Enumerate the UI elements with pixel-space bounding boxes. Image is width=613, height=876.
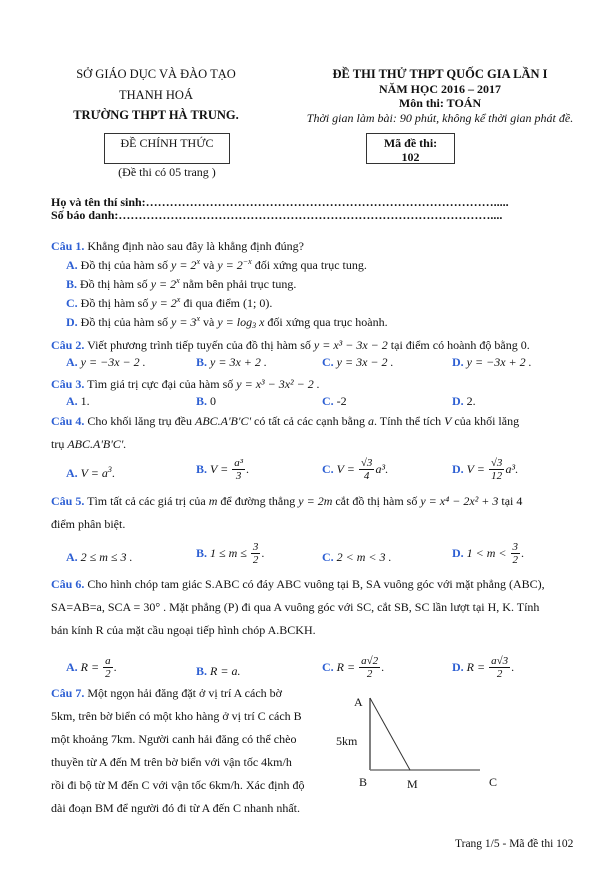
- q1-option-b[interactable]: [66, 277, 296, 292]
- option-label: D.: [452, 355, 464, 369]
- option-tail: .: [511, 659, 515, 674]
- numerator: 3: [512, 541, 519, 553]
- option-label: A.: [66, 355, 78, 369]
- question-text: trụ: [51, 437, 65, 451]
- option-text: Đồ thị của hàm số: [80, 315, 168, 329]
- q1-option-a[interactable]: [66, 258, 367, 273]
- denominator: 2: [105, 668, 111, 680]
- option-value: V = a: [80, 466, 108, 480]
- denominator: 4: [363, 470, 370, 482]
- q6-option-c[interactable]: [322, 656, 384, 680]
- math-expr: ABC.A'B'C'.: [67, 437, 127, 451]
- page-footer: Trang 1/5 - Mã đề thi 102: [455, 838, 574, 850]
- option-text: Đồ thị hàm số: [80, 277, 148, 291]
- option-label: C.: [66, 296, 78, 310]
- q5-option-a[interactable]: [66, 550, 133, 565]
- numerator: a√3: [491, 655, 509, 667]
- option-value: 1 < m <: [466, 545, 507, 560]
- question-text: điểm phân biệt.: [51, 517, 126, 531]
- question-number: Câu 1.: [51, 239, 85, 253]
- q6-option-a[interactable]: [66, 656, 117, 680]
- math-expr: y = log: [217, 315, 253, 329]
- fraction: [359, 458, 375, 482]
- option-tail: .: [385, 461, 389, 476]
- option-value: y = −3x + 2 .: [466, 355, 532, 369]
- fraction: [511, 542, 521, 566]
- question-text: . Tính thể tích: [373, 414, 442, 428]
- math-exponent: x: [176, 295, 181, 304]
- question-number: Câu 4.: [51, 414, 85, 428]
- option-value: y = −3x − 2 .: [80, 355, 146, 369]
- denominator: 2: [512, 554, 519, 566]
- candidate-id-field[interactable]: Số báo danh:…………………………………………………………………………………....: [51, 208, 503, 222]
- q2-option-c[interactable]: [322, 355, 394, 370]
- department-name: SỞ GIÁO DỤC VÀ ĐÀO TẠO: [76, 67, 236, 81]
- option-label: A.: [66, 394, 78, 408]
- numerator: √3: [490, 457, 503, 469]
- question-text: rồi đi bộ từ M đến C với vận tốc 6km/h. Xác định độ: [51, 778, 305, 792]
- denominator: 2: [252, 554, 259, 566]
- option-label: A.: [66, 258, 78, 272]
- question-4: [51, 410, 576, 456]
- math-exponent: x: [196, 314, 200, 323]
- denominator: 2: [366, 668, 373, 680]
- q2-option-b[interactable]: [196, 355, 267, 370]
- question-number: Câu 2.: [51, 338, 85, 352]
- question-text: Cho hình chóp tam giác S.ABC có đáy ABC vuông tại B, SA vuông góc với mặt phẳng (ABC),: [87, 577, 545, 591]
- denominator: 3: [235, 470, 242, 482]
- math-expr: y = 2m: [298, 494, 333, 508]
- label-B: B: [359, 775, 368, 789]
- official-exam-label: ĐỀ CHÍNH THỨC: [120, 136, 214, 150]
- option-label: B.: [196, 664, 208, 678]
- math-expr: ABC.A'B'C': [195, 414, 252, 428]
- question-text: bán kính R của mặt cầu ngoại tiếp hình chóp A.BCKH.: [51, 623, 316, 637]
- option-value: R =: [80, 659, 100, 674]
- option-label: A.: [66, 659, 78, 674]
- label-A: A: [354, 695, 363, 709]
- option-label: D.: [452, 394, 464, 408]
- question-text: tại điểm có hoành độ bằng 0.: [390, 338, 530, 352]
- option-label: D.: [452, 659, 464, 674]
- question-text: 5km, trên bờ biển có một kho hàng ở vị trí C cách B: [51, 709, 302, 723]
- question-text: Khẳng định nào sau đây là khẳng định đúng?: [87, 239, 304, 253]
- question-text: Tìm tất cả các giá trị của: [87, 494, 206, 508]
- math-expr: a: [367, 414, 374, 428]
- math-expr: y = x⁴ − 2x² + 3: [420, 494, 499, 508]
- page-count-note: (Đề thi có 05 trang ): [118, 165, 216, 179]
- math-expr: y = 2: [217, 258, 243, 272]
- option-text: nằm bên phải trục tung.: [182, 277, 297, 291]
- option-text: đối xứng qua trục hoành.: [267, 315, 388, 329]
- q4-option-b[interactable]: [196, 458, 249, 482]
- option-text: Đồ thị của hàm số: [80, 258, 168, 272]
- exam-code-value: 102: [401, 150, 420, 164]
- q1-option-c[interactable]: [66, 296, 272, 311]
- option-value: 0: [210, 394, 217, 408]
- math-subscript: 3: [252, 321, 257, 330]
- option-label: D.: [452, 461, 464, 476]
- exam-title: ĐỀ THI THỬ THPT QUỐC GIA LẦN I: [332, 67, 548, 81]
- candidate-name-field[interactable]: Họ và tên thí sinh:…………………………………………………………………………….....: [51, 195, 509, 209]
- fraction: [489, 656, 510, 680]
- option-value: 1.: [80, 394, 90, 408]
- option-label: D.: [452, 545, 464, 560]
- question-text: Viết phương trình tiếp tuyến của đồ thị hàm số: [87, 338, 311, 352]
- question-2: [51, 338, 530, 353]
- segment-AM: [370, 698, 410, 770]
- question-text: dài đoạn BM để người đó đi từ A đến C nhanh nhất.: [51, 801, 300, 815]
- numerator: 3: [252, 541, 259, 553]
- option-label: C.: [322, 461, 334, 476]
- label-C: C: [489, 775, 498, 789]
- fraction: [489, 458, 505, 482]
- option-value: V =: [466, 461, 485, 476]
- option-text: và: [203, 258, 215, 272]
- math-exponent: −x: [242, 257, 252, 266]
- math-expr: y = 2: [150, 277, 177, 291]
- q3-option-a[interactable]: [66, 394, 90, 409]
- q3-option-c[interactable]: [322, 394, 347, 409]
- exam-code-label: Mã đề thi:: [383, 136, 438, 150]
- option-label: C.: [322, 355, 334, 369]
- math-exponent: x: [196, 257, 200, 266]
- question-5: [51, 490, 576, 536]
- question-text: Tìm giá trị cực đại của hàm số: [87, 377, 234, 391]
- label-M: M: [407, 777, 418, 791]
- option-tail: .: [111, 466, 115, 480]
- math-expr: a³: [375, 461, 386, 476]
- fraction: [251, 542, 261, 566]
- option-label: B.: [196, 355, 208, 369]
- option-text: đối xứng qua trục tung.: [254, 258, 367, 272]
- numerator: a√2: [361, 655, 379, 667]
- option-value: R =: [336, 659, 356, 674]
- option-text: và: [203, 315, 215, 329]
- label-5km: 5km: [336, 734, 358, 748]
- q6-option-b[interactable]: [196, 664, 240, 679]
- question-number: Câu 7.: [51, 686, 85, 700]
- math-expr: y = 3: [171, 315, 197, 329]
- q4-option-a[interactable]: [66, 466, 115, 481]
- question-number: Câu 5.: [51, 494, 85, 508]
- option-value: 2 < m < 3 .: [336, 550, 392, 564]
- duration: Thời gian làm bài: 90 phút, không kể thời gian phát đề.: [306, 111, 574, 125]
- question-3: [51, 377, 320, 392]
- fraction: [359, 656, 380, 680]
- option-label: C.: [322, 659, 334, 674]
- math-exponent: 3: [107, 465, 112, 474]
- math-expr: m: [208, 494, 218, 508]
- option-tail: .: [246, 461, 250, 476]
- fraction: [103, 656, 113, 680]
- option-value: V =: [210, 461, 229, 476]
- question-7: [51, 682, 316, 820]
- question-text: SA=AB=a, SCA = 30° . Mặt phẳng (P) đi qua A vuông góc với SC, cắt SB, SC lần lượt tại H, K. Tính: [51, 600, 540, 614]
- official-exam-box: [104, 133, 230, 164]
- math-exponent: x: [176, 276, 180, 285]
- q3-option-b[interactable]: [196, 394, 216, 409]
- option-text: Đồ thị hàm số: [80, 296, 149, 310]
- option-tail: .: [113, 659, 117, 674]
- math-expr: y = 2: [151, 296, 177, 310]
- denominator: 12: [491, 470, 503, 482]
- option-value: y = 3x + 2 .: [210, 355, 267, 369]
- question-text: tại 4: [501, 494, 523, 508]
- option-value: R = a.: [210, 664, 241, 678]
- q5-option-d[interactable]: [452, 542, 524, 566]
- question-text: cắt đồ thị hàm số: [335, 494, 418, 508]
- numerator: √3: [360, 457, 373, 469]
- option-label: C.: [322, 550, 334, 564]
- q5-option-c[interactable]: [322, 550, 392, 565]
- numerator: a: [105, 655, 111, 667]
- school-year: NĂM HỌC 2016 – 2017: [379, 82, 501, 96]
- option-value: R =: [466, 659, 486, 674]
- option-value: 2 ≤ m ≤ 3 .: [80, 550, 133, 564]
- math-expr: y = x³ − 3x² − 2 .: [236, 377, 320, 391]
- question-number: Câu 3.: [51, 377, 85, 391]
- option-text: đi qua điểm (1; 0).: [183, 296, 273, 310]
- math-expr: V: [444, 414, 452, 428]
- question-text: Cho khối lăng trụ đều: [87, 414, 192, 428]
- q6-option-d[interactable]: [452, 656, 514, 680]
- option-label: B.: [196, 545, 208, 560]
- numerator: a³: [234, 457, 244, 469]
- option-label: B.: [66, 277, 78, 291]
- denominator: 2: [496, 668, 503, 680]
- option-value: V =: [336, 461, 355, 476]
- question-text: có tất cả các cạnh bằng: [254, 414, 365, 428]
- q2-option-a[interactable]: [66, 355, 146, 370]
- option-value: y = 3x − 2 .: [336, 355, 394, 369]
- option-label: C.: [322, 394, 334, 408]
- question-text: thuyền từ A đến M trên bờ biển với vận tốc 4km/h: [51, 755, 292, 769]
- q4-option-d[interactable]: [452, 458, 518, 482]
- question-text: của khối lăng: [454, 414, 520, 428]
- option-tail: .: [521, 545, 525, 560]
- subject: Môn thi: TOÁN: [398, 96, 482, 110]
- option-tail: .: [515, 461, 519, 476]
- q3-option-d[interactable]: [452, 394, 476, 409]
- option-label: A.: [66, 466, 78, 480]
- option-label: A.: [66, 550, 78, 564]
- question-text: một khoảng 7km. Người canh hải đăng có thể chèo: [51, 732, 297, 746]
- q2-option-d[interactable]: [452, 355, 532, 370]
- math-expr: y = 2: [171, 258, 197, 272]
- option-value: 1 ≤ m ≤: [210, 545, 247, 560]
- exam-code-box: [366, 133, 455, 164]
- math-expr: a³: [505, 461, 516, 476]
- option-label: B.: [196, 394, 208, 408]
- option-label: B.: [196, 461, 208, 476]
- question-text: Một ngọn hải đăng đặt ở vị trí A cách bờ: [87, 686, 283, 700]
- province-name: THANH HOÁ: [119, 88, 193, 102]
- option-label: D.: [66, 315, 78, 329]
- math-expr: x: [256, 315, 265, 329]
- math-expr: y = x³ − 3x − 2: [313, 338, 388, 352]
- option-value: 2.: [466, 394, 476, 408]
- q5-option-b[interactable]: [196, 542, 264, 566]
- option-value: -2: [336, 394, 347, 408]
- question-text: để đường thẳng: [220, 494, 296, 508]
- option-tail: .: [261, 545, 265, 560]
- question-1: [51, 239, 304, 254]
- question-6: [51, 573, 576, 642]
- option-tail: .: [381, 659, 385, 674]
- q1-option-d[interactable]: [66, 315, 388, 330]
- school-name: TRƯỜNG THPT HÀ TRUNG.: [73, 108, 239, 122]
- question-number: Câu 6.: [51, 577, 85, 591]
- fraction: [232, 458, 245, 482]
- q4-option-c[interactable]: [322, 458, 388, 482]
